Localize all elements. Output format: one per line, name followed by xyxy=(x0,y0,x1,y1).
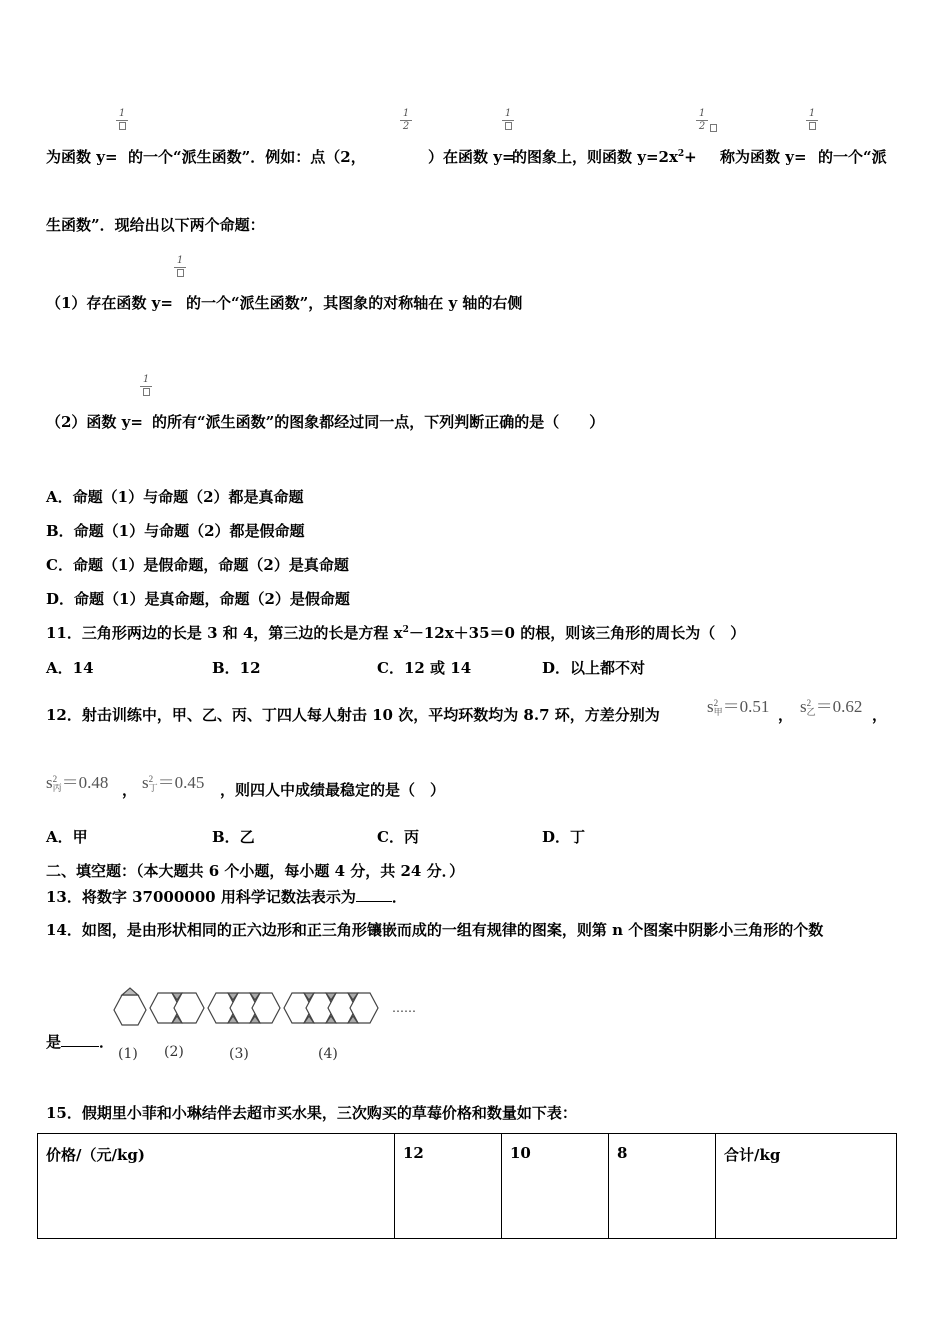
fraction-1-over-box xyxy=(174,256,186,280)
answer-blank xyxy=(61,1046,99,1047)
question-11 xyxy=(46,622,745,643)
comma: ， xyxy=(778,706,794,724)
variance-value: ＝0.48 xyxy=(61,773,109,792)
q12-option-a: A．甲 xyxy=(46,828,88,846)
variance-subscript: 甲 xyxy=(713,707,723,718)
text-line-1e: 称为函数 y= xyxy=(720,148,807,166)
proposition-1b: 的一个“派生函数”，其图象的对称轴在 y 轴的右侧 xyxy=(186,294,523,312)
fraction-1-over-box xyxy=(502,109,514,133)
question-12-stem-b: ，则四人中成绩最稳定的是（ ） xyxy=(220,781,446,799)
placeholder-box-icon xyxy=(710,117,717,136)
exponent: 2 xyxy=(402,625,409,635)
text-line-1a: 为函数 y= xyxy=(46,148,118,166)
price-table xyxy=(37,1133,897,1239)
table-header-total: 合计/kg xyxy=(716,1134,897,1239)
question-11-stem-a: 11．三角形两边的长是 3 和 4，第三边的长是方程 x xyxy=(46,624,403,642)
continuation-dots: …… xyxy=(392,1001,416,1015)
fraction-numerator: 1 xyxy=(118,108,126,119)
option-b: B．命题（1）与命题（2）都是假命题 xyxy=(46,522,305,540)
variance-ding xyxy=(142,768,204,793)
q12-option-c: C．丙 xyxy=(377,828,419,846)
exponent: 2 xyxy=(677,149,685,159)
variance-symbol: s xyxy=(707,697,714,716)
q11-option-a: A．14 xyxy=(46,659,94,677)
fraction-1-over-2 xyxy=(400,109,412,132)
variance-jia xyxy=(707,692,769,717)
variance-value: ＝0.51 xyxy=(722,697,770,716)
fraction-numerator: 1 xyxy=(402,108,410,119)
variance-bing xyxy=(46,768,108,793)
variance-symbol: s xyxy=(46,773,53,792)
option-c: C．命题（1）是假命题，命题（2）是真命题 xyxy=(46,556,349,574)
question-11-stem-b: －12x＋35＝0 的根，则该三角形的周长为（ ） xyxy=(408,624,746,642)
variance-exponent: 2 xyxy=(148,774,154,785)
pattern-1 xyxy=(114,988,146,1025)
variance-exponent: 2 xyxy=(52,774,58,785)
question-12-stem: 12．射击训练中，甲、乙、丙、丁四人每人射击 10 次，平均环数均为 8.7 环，方差分别为 xyxy=(46,706,660,724)
question-14-tail-b: ． xyxy=(99,1033,115,1051)
variance-symbol: s xyxy=(142,773,149,792)
fraction-numerator: 1 xyxy=(176,255,184,266)
pattern-4 xyxy=(284,993,378,1023)
question-13 xyxy=(46,886,407,907)
text-line-1d-main: 的图象上，则函数 y=2x xyxy=(512,148,678,166)
comma: ， xyxy=(872,706,888,724)
text-line-1d xyxy=(512,146,697,167)
plus-sign: + xyxy=(684,148,697,166)
question-15-stem: 15．假期里小菲和小琳结伴去超市买水果，三次购买的草莓价格和数量如下表： xyxy=(46,1104,577,1122)
variance-yi xyxy=(800,692,862,717)
q12-option-b: B．乙 xyxy=(212,828,255,846)
fraction-denominator: 2 xyxy=(402,121,410,132)
fraction-1-over-box xyxy=(806,109,818,133)
hexagon-pattern-figure xyxy=(108,986,428,1066)
proposition-2b: 的所有“派生函数”的图象都经过同一点，下列判断正确的是（ ） xyxy=(152,413,605,431)
proposition-2a: （2）函数 y= xyxy=(46,413,143,431)
pattern-label-1: (1) xyxy=(118,1046,138,1062)
question-13-stem: 13．将数字 37000000 用科学记数法表示为 xyxy=(46,888,356,906)
variance-subscript: 丁 xyxy=(148,783,158,794)
table-header-10: 10 xyxy=(502,1134,609,1239)
text-line-1b: 的一个“派生函数”．例如：点（2， xyxy=(128,148,366,166)
question-14-tail-a: 是 xyxy=(46,1033,62,1051)
fraction-numerator: 1 xyxy=(142,374,150,385)
section-2-heading: 二、填空题：（本大题共 6 个小题，每小题 4 分，共 24 分．） xyxy=(46,862,465,880)
table-row xyxy=(38,1134,897,1239)
variance-value: ＝0.62 xyxy=(815,697,863,716)
pattern-3 xyxy=(208,993,280,1023)
text-line-1c: ）在函数 y= xyxy=(428,148,515,166)
text-line-2: 生函数”．现给出以下两个命题： xyxy=(46,216,265,234)
option-d: D．命题（1）是真命题，命题（2）是假命题 xyxy=(46,590,350,608)
fraction-1-over-2 xyxy=(696,109,708,132)
pattern-label-4: (4) xyxy=(318,1046,338,1062)
variance-value: ＝0.45 xyxy=(157,773,205,792)
q11-option-c: C．12 或 14 xyxy=(377,659,472,677)
fraction-numerator: 1 xyxy=(698,108,706,119)
pattern-2 xyxy=(150,993,204,1023)
table-header-price: 价格/（元/kg) xyxy=(38,1134,395,1239)
question-14-stem: 14．如图，是由形状相同的正六边形和正三角形镶嵌而成的一组有规律的图案，则第 n 个图案中阴影小三角形的个数 xyxy=(46,921,824,939)
pattern-label-2: (2) xyxy=(164,1044,184,1060)
q12-option-d: D．丁 xyxy=(542,828,586,846)
answer-blank xyxy=(356,901,392,902)
variance-subscript: 丙 xyxy=(52,783,62,794)
proposition-1a: （1）存在函数 y= xyxy=(46,294,173,312)
text-line-1f: 的一个“派 xyxy=(818,148,887,166)
q11-option-b: B．12 xyxy=(212,659,261,677)
fraction-numerator: 1 xyxy=(808,108,816,119)
pattern-label-3: (3) xyxy=(229,1046,249,1062)
table-header-12: 12 xyxy=(395,1134,502,1239)
comma: ， xyxy=(122,781,138,799)
question-13-end: ． xyxy=(391,888,407,906)
fraction-numerator: 1 xyxy=(504,108,512,119)
fraction-denominator: 2 xyxy=(698,121,706,132)
variance-exponent: 2 xyxy=(713,698,719,709)
variance-subscript: 乙 xyxy=(806,707,816,718)
question-14-tail xyxy=(46,1031,114,1052)
q11-option-d: D．以上都不对 xyxy=(542,659,646,677)
variance-exponent: 2 xyxy=(806,698,812,709)
variance-symbol: s xyxy=(800,697,807,716)
fraction-1-over-box xyxy=(140,375,152,399)
option-a: A．命题（1）与命题（2）都是真命题 xyxy=(46,488,304,506)
table-header-8: 8 xyxy=(609,1134,716,1239)
fraction-1-over-box xyxy=(116,109,128,133)
